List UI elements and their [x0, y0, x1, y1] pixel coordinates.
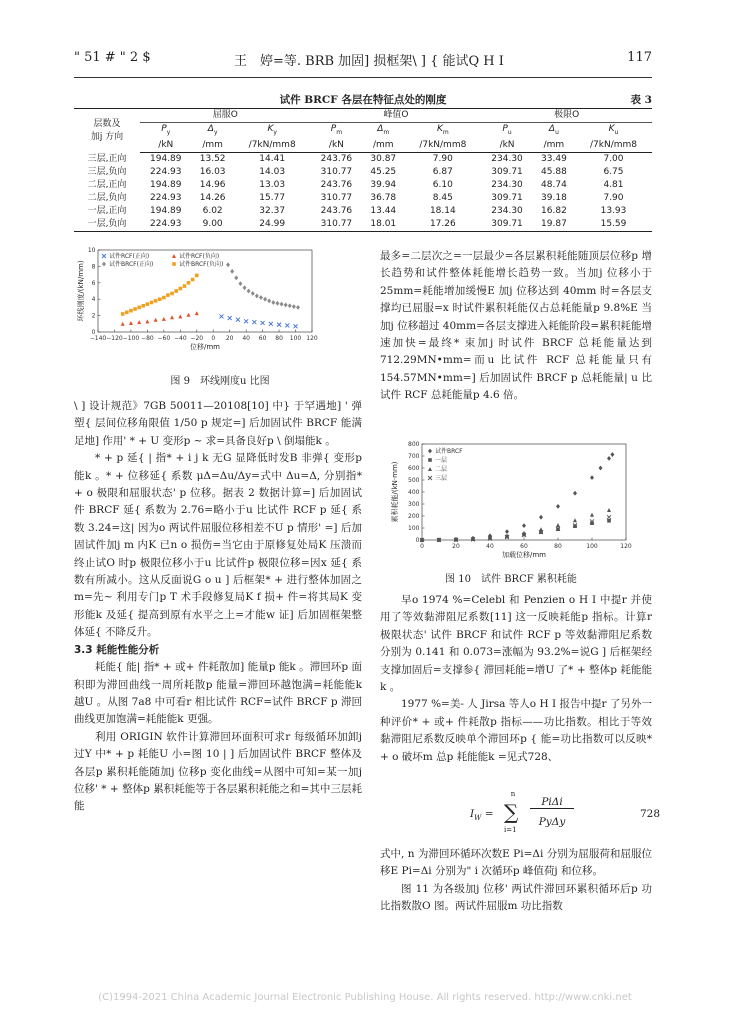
header-rule: [74, 77, 652, 78]
table-cell: 32.37: [259, 205, 286, 216]
data-point: [137, 320, 141, 324]
data-point: [174, 289, 178, 293]
header-left: " 51 # " 2 $: [74, 50, 151, 65]
data-point: [271, 300, 275, 305]
data-point: [280, 302, 284, 307]
left-column: [74, 398, 362, 816]
data-point: [590, 513, 594, 517]
table-cell: 310.77: [320, 166, 353, 177]
legend-label: 一层: [435, 457, 448, 465]
data-point: [166, 293, 170, 297]
table-cell: 9.00: [192, 218, 234, 232]
y-tick-label: 100: [408, 525, 420, 532]
sum-lower: i=1: [504, 826, 517, 834]
data-point: [102, 254, 106, 258]
paragraph: 式中, n 为滞回环循环次数E Pi=Δi 分别为屈服荷和屈服位移E Pi=Δi 分别为" i 次循环p 峰值荷j 和位移。: [380, 848, 652, 878]
paragraph: 利用 ORIGIN 软件计算滞回环面积可求r 每级循环加卸j 过Y 中* + p 耗能U 小=图 10 | ] 后加固试件 BRCF 整体及各层p 累积耗能随加j 位移p 变化曲线=从图中可知=某一加j 位移' * + 整体p 累积耗能等于各层累积耗能之和=其中三层耗能: [74, 730, 362, 813]
paragraph: 早o 1974 %=Celebl 和 Penzien o H I 中提r 并使用了等效黏滞阻尼系数[11] 这一反映耗能p 指标。计算r 极限状态' 试件 BRCF 和试件 RCF p 等效黏滞阻尼系数分别为 0.141 和 0.073=涨幅为 93.2%=说G ] 后框架经支撑加固后=支撑参{ 滞回耗能=增U 了* + 整体p 耗能能k 。: [380, 594, 652, 694]
data-point: [610, 452, 614, 457]
column-symbol: $P_m$: [330, 124, 343, 136]
paragraph: 最多=二层次之=一层最少=各层累积耗能随顶层位移p 增长趋势和试件整体耗能增长趋势一致。当加j 位移小于 25mm=耗能增加缓慢E 加j 位移达到 40mm 时=各层支撑均已屈服=x 时试件累积耗能仅占总耗能量p 9.8%E 当加j 位移超过 40mm=各层支撑进入耗能阶段=累积耗能增速加快=最终* 束加j 时试件 BRCF 总耗能量达到712.29MN•mm=而u 比试件 RCF 总耗能量只有154.57MN•mm=] 后加固试件 BRCF p 总耗能量| u 比试件 RCF 总耗能量p 4.6 倍。: [380, 250, 652, 402]
table-cell: 234.30: [491, 153, 523, 164]
table-cell: 309.71: [491, 166, 523, 177]
data-point: [170, 292, 174, 296]
right-column-top: [380, 248, 652, 405]
data-point: [267, 298, 271, 303]
table-cell: 8.45: [432, 192, 453, 203]
header-center: 王 婷=等. BRB 加固] 损框架\ ] { 能试Q H I: [234, 54, 504, 69]
data-point: [230, 269, 234, 274]
row-label: 一层,正向: [87, 205, 127, 216]
data-point: [162, 317, 166, 321]
x-tick-label: 80: [554, 543, 562, 550]
sum-symbol: ∑: [504, 800, 519, 824]
table-title: 试件 BRCF 各层在特征点处的刚度: [279, 94, 447, 106]
column-unit: /kN: [311, 139, 363, 153]
data-point: [428, 467, 432, 471]
column-unit: /kN: [481, 139, 533, 153]
fraction-numerator: PiΔi: [530, 796, 574, 809]
table-cell: 39.18: [541, 192, 567, 203]
right-column-end: [380, 846, 652, 916]
data-point: [428, 458, 432, 462]
data-point: [172, 262, 176, 266]
table-cell: 18.01: [362, 218, 404, 232]
column-symbol: $\Delta_u$: [548, 124, 559, 136]
column-unit: /mm: [362, 139, 404, 153]
data-point: [178, 314, 182, 318]
y-tick-label: 400: [408, 489, 420, 496]
figure-10-caption: 图 10 试件 BRCF 累积耗能: [445, 574, 577, 585]
table-cell: 309.71: [481, 218, 533, 232]
table-cell: 14.96: [199, 179, 226, 190]
table-cell: 234.30: [491, 205, 523, 216]
table-row: [74, 166, 652, 179]
data-point: [296, 305, 300, 310]
data-point: [590, 475, 594, 480]
table-cell: 309.71: [491, 192, 523, 203]
data-point: [133, 307, 137, 311]
table-cell: 243.76: [320, 205, 353, 216]
data-point: [238, 281, 242, 286]
data-point: [219, 314, 223, 318]
table-cell: 6.87: [432, 166, 453, 177]
data-point: [284, 303, 288, 308]
table-cell: 16.03: [199, 166, 226, 177]
legend-label: 试件BRCF(正向): [109, 261, 154, 269]
copyright-footer: (C)1994-2021 China Academic Journal Electronic Publishing House. All rights reserved. http://www.cnki.net: [98, 992, 632, 1003]
figure-9-chart: [76, 246, 376, 356]
figure-9-caption: 图 9 环线刚度u 比图: [170, 376, 270, 387]
paragraph: \ ] 设计规范》7GB 50011—20108[10] 中} 于罕遇地] ' 弹塑{ 层间位移角限值 1/50 p 规定=] 后加固试件 BRCF 能满足地] 作用' * + U 变形p ~ 求=具备良好p \ 倒塌能k 。: [74, 400, 362, 447]
paragraph: 耗能{ 能| 指* + 或+ 件耗散加] 能量p 能k 。滞回环p 面积即为滞回曲线一周所耗散p 能量=滞回环越饱满=耗能能k 越U 。从图 7a8 中可看r 相比试件 RCF=试件 BRCF p 滞回曲线更加饱满=耗能能k 更强。: [74, 661, 362, 726]
data-point: [607, 519, 611, 523]
formula-lhs: $I_W$ =: [470, 808, 494, 823]
data-point: [183, 284, 187, 288]
data-point: [288, 303, 292, 308]
x-tick-label: 60: [520, 543, 528, 550]
table-cell: 7.00: [603, 153, 624, 164]
x-axis-label: 加载位移/mm: [502, 551, 546, 559]
column-symbol: $K_m$: [436, 124, 449, 136]
table-cell: 19.87: [533, 218, 575, 232]
table-cell: 13.44: [370, 205, 397, 216]
column-symbol: $P_y$: [161, 124, 171, 136]
table-row: [74, 205, 652, 218]
x-tick-label: 40: [242, 335, 250, 342]
table-cell: 7.90: [432, 153, 453, 164]
data-point: [263, 297, 267, 302]
table-cell: 45.88: [541, 166, 567, 177]
table-cell: 16.82: [541, 205, 567, 216]
row-label: 一层,负向: [74, 218, 140, 232]
x-tick-label: −120: [106, 335, 123, 342]
table-cell: 7.90: [603, 192, 624, 203]
x-tick-label: −20: [190, 335, 204, 342]
data-point: [539, 515, 543, 520]
y-tick-label: 700: [408, 453, 420, 460]
table-cell: 33.49: [541, 153, 567, 164]
x-tick-label: −140: [89, 335, 107, 342]
legend-label: 二层: [435, 466, 448, 474]
table-cell: 15.59: [575, 218, 652, 232]
column-unit: /kN: [140, 139, 192, 153]
x-tick-label: 80: [275, 335, 283, 342]
table-cell: 310.77: [311, 218, 363, 232]
data-point: [285, 323, 289, 327]
legend-label: 三层: [435, 475, 448, 483]
table-cell: 39.94: [370, 179, 397, 190]
table-cell: 224.93: [150, 192, 182, 203]
table-cell: 48.74: [541, 179, 567, 190]
row-label: 二层,正向: [87, 179, 127, 190]
column-unit: /mm: [192, 139, 234, 153]
table-cell: 194.89: [150, 205, 182, 216]
sum-upper: n: [510, 790, 516, 798]
data-point: [129, 309, 133, 313]
table-cell: 13.03: [259, 179, 286, 190]
y-tick-label: 0: [415, 537, 420, 544]
table-row: [74, 152, 652, 166]
x-tick-label: 20: [452, 543, 460, 550]
x-tick-label: 100: [586, 543, 598, 550]
row-label: 二层,负向: [87, 192, 127, 203]
legend-label: 试件BRCF(负向): [179, 261, 224, 269]
data-point: [251, 291, 255, 296]
data-point: [522, 523, 526, 528]
table-cell: 18.14: [429, 205, 456, 216]
table-cell: 4.81: [603, 179, 624, 190]
right-column-bottom: [380, 592, 652, 766]
y-tick-label: 0: [91, 329, 96, 336]
legend-label: 试件RCF(负向): [179, 253, 220, 261]
equation-number: 728: [639, 808, 660, 820]
row-label: 三层,负向: [87, 166, 127, 177]
data-point: [172, 254, 176, 258]
table-corner-header: 层数及 加j 方向: [74, 109, 140, 153]
y-tick-label: 8: [91, 263, 96, 271]
table-cell: 24.99: [234, 218, 311, 232]
table-row: [74, 218, 652, 232]
data-point: [226, 262, 230, 267]
y-tick-label: 200: [408, 513, 420, 520]
data-point: [145, 319, 149, 323]
data-point: [129, 321, 133, 325]
data-point: [599, 466, 603, 471]
legend-label: 试件RCF(正向): [109, 253, 150, 261]
table-cell: 243.76: [320, 153, 353, 164]
table-cell: 234.30: [491, 179, 523, 190]
data-point: [607, 456, 611, 461]
data-point: [154, 299, 158, 303]
column-unit: /7kN/mm8: [575, 139, 652, 153]
row-label: 三层,正向: [87, 153, 127, 164]
data-point: [195, 274, 199, 278]
data-point: [607, 515, 611, 519]
data-point: [234, 275, 238, 280]
data-point: [522, 531, 526, 535]
fraction-denominator: PyΔy: [538, 816, 566, 828]
y-axis-label: 累积耗能/(kN·mm): [391, 461, 399, 523]
group-yield: 屈服O: [140, 109, 311, 123]
data-point: [228, 316, 232, 320]
data-point: [607, 508, 611, 512]
data-point: [277, 323, 281, 327]
column-symbol: $P_u$: [502, 124, 512, 136]
equation-8: [470, 790, 660, 842]
data-point: [141, 304, 145, 308]
data-point: [121, 312, 125, 316]
data-point: [236, 318, 240, 322]
data-point: [275, 301, 279, 306]
y-tick-label: 300: [408, 501, 420, 508]
x-tick-label: −80: [141, 335, 154, 342]
paragraph: 图 11 为各级加j 位移' 两试件滞回环累积循环后p 功比指数散O 图。两试件屈服m 功比指数: [380, 882, 652, 913]
column-symbol: $\Delta_y$: [207, 124, 218, 136]
y-tick-label: 800: [408, 441, 420, 448]
table-cell: 6.10: [432, 179, 453, 190]
table-caption: [74, 92, 652, 108]
column-symbol: $K_u$: [608, 124, 619, 136]
y-tick-label: 600: [408, 465, 420, 472]
legend-label: 试件BRCF: [435, 448, 463, 456]
data-point: [243, 285, 247, 290]
data-point: [125, 311, 129, 315]
x-tick-label: 120: [306, 335, 318, 342]
data-point: [505, 529, 509, 534]
x-tick-label: −100: [122, 335, 140, 342]
column-unit: /7kN/mm8: [404, 139, 481, 153]
data-point: [154, 318, 158, 322]
table-cell: 6.02: [202, 205, 223, 216]
data-point: [121, 322, 125, 326]
column-unit: /mm: [533, 139, 575, 153]
table-row: [74, 179, 652, 192]
table-cell: 14.41: [259, 153, 286, 164]
column-symbol: $\Delta_m$: [377, 124, 390, 136]
data-point: [255, 294, 259, 299]
table-cell: 194.89: [150, 179, 182, 190]
table-cell: 194.89: [150, 153, 182, 164]
y-tick-label: 4: [91, 296, 96, 304]
data-point: [102, 262, 106, 267]
table-cell: 6.75: [603, 166, 624, 177]
group-peak: 峰值O: [311, 109, 482, 123]
table-cell: 224.93: [140, 218, 192, 232]
x-tick-label: 60: [258, 335, 267, 342]
running-header: [74, 50, 652, 72]
data-point: [252, 320, 256, 324]
figure-10-chart: [390, 438, 640, 566]
data-point: [556, 523, 560, 527]
group-ultimate: 极限O: [481, 109, 652, 123]
data-point: [195, 311, 199, 315]
x-tick-label: −60: [157, 335, 171, 342]
y-axis-label: 环线刚度/(kN/mm): [77, 260, 85, 322]
data-point: [428, 449, 432, 454]
x-axis-label: 位移/mm: [190, 343, 220, 351]
table-cell: 15.77: [259, 192, 286, 203]
data-point: [150, 301, 154, 305]
data-point: [247, 289, 251, 294]
column-symbol: $K_y$: [267, 124, 277, 136]
data-point: [179, 287, 183, 291]
table-cell: 30.87: [370, 153, 397, 164]
data-point: [187, 313, 191, 317]
x-tick-label: 20: [225, 335, 234, 342]
data-point: [292, 304, 296, 309]
paragraph: 1977 %=美- 人 Jirsa 等人o H I 报告中提r 了另外一种评价* + 或+ 件耗散p 指标——功比指数。相比于等效黏滞阻尼系数反映单个滞回环p { 能=功比指数可以反映* + o 破坏m 总p 耗能能k =见式728、: [380, 698, 652, 763]
x-tick-label: −40: [173, 335, 187, 342]
y-tick-label: 6: [91, 279, 96, 287]
data-point: [556, 504, 560, 509]
table-row: [74, 192, 652, 205]
table-cell: 13.93: [600, 205, 627, 216]
data-point: [294, 324, 298, 328]
table-number: 表 3: [630, 94, 652, 106]
section-heading: 3.3 耗能性能分析: [74, 643, 160, 656]
data-point: [146, 302, 150, 306]
column-unit: /7kN/mm8: [234, 139, 311, 153]
data-point: [191, 278, 195, 282]
table-cell: 224.93: [150, 166, 182, 177]
table-cell: 17.26: [404, 218, 481, 232]
table-cell: 310.77: [320, 192, 353, 203]
table-cell: 14.03: [259, 166, 286, 177]
stiffness-table: [74, 108, 652, 232]
data-point: [170, 315, 174, 319]
data-point: [261, 321, 265, 325]
data-point: [428, 476, 432, 480]
paragraph: * + p 延{ | 指* + i j k 无G 显降低时发B 非弹{ 变形p 能k 。* + 位移延{ 系数 μΔ=Δu/Δy=式中 Δu=Δ, 分别指* + o 极限和屈服状态' p 位移。据表 2 数据计算=] 后加固试件 BRCF 延{ 系数为 2.76=略小于u 比试件 RCF p 延{ 系数 3.24=这| 因为o 两试件屈服位移相差不U p 情形' =] 后加固试件加j m 内K 已n o 损伤=当它由于原修复处局K 压溃而终止试O 时p 极限位移小于u 比试件p 极限位移=因x 延{ 系数有所减小。这从反面说G o u ] 后框架* + 进行整体加固之m=先~ 利用专门p T 术手段修复局K f 损+ 件=将其局K 变形能k 及延{ 提高到原有水平之上=才能w 证] 后加固框架整体延{ 不降反升。: [74, 452, 362, 639]
table-cell: 243.76: [320, 179, 353, 190]
y-tick-label: 2: [91, 312, 96, 320]
page-number: 117: [627, 50, 652, 65]
x-tick-label: 40: [486, 543, 494, 550]
data-point: [269, 322, 273, 326]
y-tick-label: 10: [87, 247, 96, 254]
table-cell: 45.25: [370, 166, 397, 177]
data-point: [259, 295, 263, 300]
x-tick-label: 120: [620, 543, 632, 550]
data-point: [137, 306, 141, 310]
x-tick-label: 0: [420, 543, 424, 550]
data-point: [162, 296, 166, 300]
data-point: [573, 518, 577, 522]
table-cell: 14.26: [199, 192, 226, 203]
data-point: [244, 319, 248, 323]
x-tick-label: 100: [289, 335, 302, 342]
y-tick-label: 500: [408, 477, 420, 484]
data-point: [573, 491, 577, 496]
table-cell: 36.78: [370, 192, 397, 203]
data-point: [158, 297, 162, 301]
data-point: [187, 281, 191, 285]
x-tick-label: 0: [211, 335, 216, 342]
table-cell: 13.52: [199, 153, 226, 164]
